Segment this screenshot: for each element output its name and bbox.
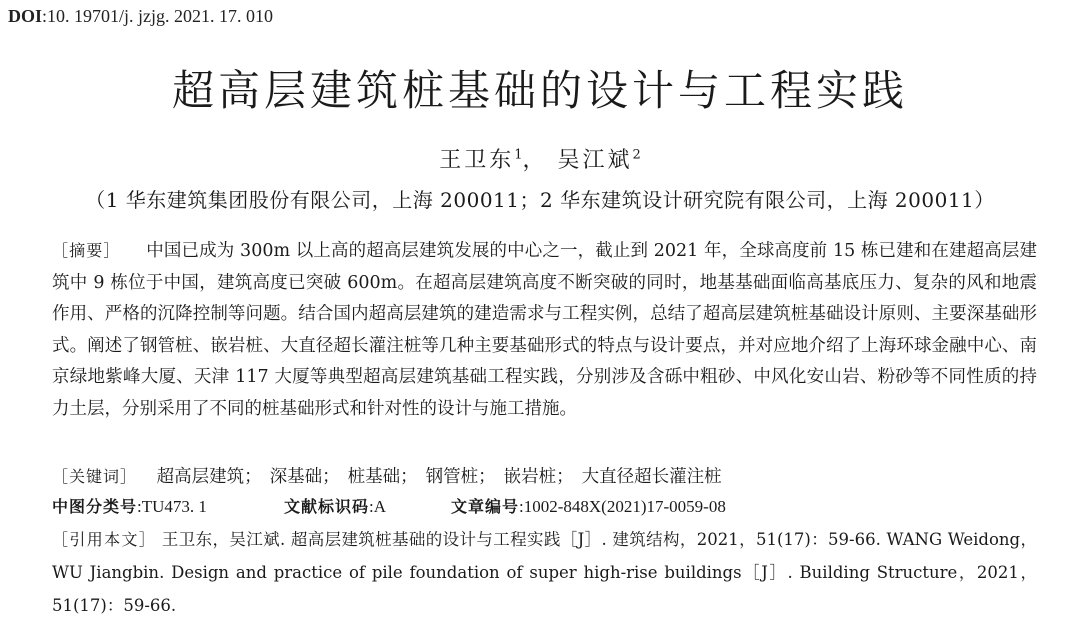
abstract-paragraph [52,235,1037,425]
author-name: 吴江斌 [557,148,633,173]
article-number-label: 文章编号 [451,497,520,516]
classification-line [52,493,726,521]
paper-title: 超高层建筑桩基础的设计与工程实践 [171,66,908,115]
doi-label: DOI [8,6,43,26]
author-affil-mark: 2 [632,147,641,163]
clc-value: :TU473. 1 [137,497,207,516]
keyword-item: 超高层建筑； [156,467,262,487]
citation-text: 王卫东，吴江斌. 超高层建筑桩基础的设计与工程实践［J］. 建筑结构，2021，51(17)：59-66. WANG Weidong，WU Jiangbin. Design and practice of pile foundation of super high-rise buildings［J］. Building Structure，2021，51(17)：59-66. [52,530,1037,615]
citation-label: ［引用本文］ [52,530,157,549]
doc-code-value: :A [369,497,387,516]
keyword-item: 大直径超长灌注桩 [581,467,722,487]
clc-label: 中图分类号 [52,497,138,516]
keyword-item: 深基础； [269,467,340,487]
abstract-label: ［摘要］ [52,241,121,260]
author-name: 王卫东 [439,148,515,173]
keywords-line [52,461,1037,494]
doc-code-label: 文献标识码 [284,497,370,516]
author-line [0,143,1080,174]
keyword-item: 桩基础； [347,467,418,487]
abstract-text: 中国已成为 300m 以上高的超高层建筑发展的中心之一，截止到 2021 年，全球高度前 15 栋已建和在建超高层建筑中 9 栋位于中国，建筑高度已突破 600m。在超高层建筑高度不断突破的同时，地基基础面临高基底压力、复杂的风和地震作用、严格的沉降控制等问题。结合国内超高层建筑的建造需求与工程实例，总结了超高层建筑桩基础设计原则、主要深基础形式。阐述了钢管桩、嵌岩桩、大直径超长灌注桩等几种主要基础形式的特点与设计要点，并对应地介绍了上海环球金融中心、南京绿地紫峰大厦、天津 117 大厦等典型超高层建筑基础工程实践，分别涉及含砾中粗砂、中风化安山岩、粉砂等不同性质的持力土层，分别采用了不同的桩基础形式和针对性的设计与施工措施。 [52,241,1037,419]
doi-value: :10. 19701/j. jzjg. 2021. 17. 010 [42,6,274,26]
article-number-value: :1002-848X(2021)17-0059-08 [519,497,726,516]
doi-line [8,6,273,27]
citation-paragraph [52,523,1037,622]
keyword-item: 嵌岩桩； [503,467,574,487]
author-separator: ， [522,148,548,173]
keyword-item: 钢管桩； [425,467,496,487]
author-affil-mark: 1 [514,147,523,163]
affiliation-line: （1 华东建筑集团股份有限公司，上海 200011；2 华东建筑设计研究院有限公司，上海 200011） [85,188,995,212]
keywords-label: ［关键词］ [52,467,138,486]
